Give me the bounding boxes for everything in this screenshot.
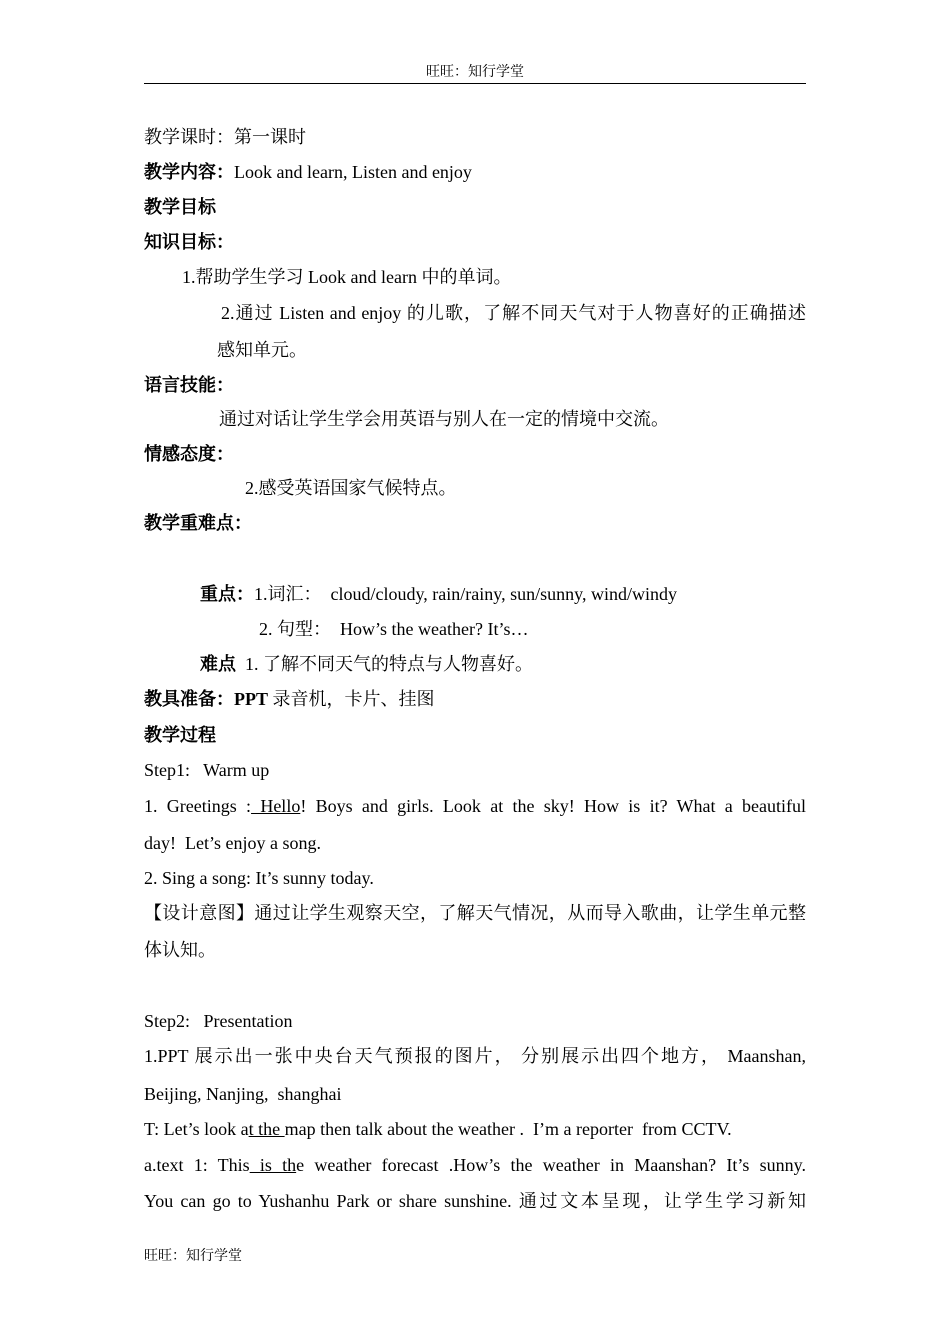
materials-ppt: PPT bbox=[234, 689, 268, 709]
zhongdian-1: 1.词汇： cloud/cloudy, rain/rainy, sun/sunny, wind/windy bbox=[254, 584, 677, 604]
materials-label: 教具准备： bbox=[144, 689, 234, 709]
hello-underlined: Hello bbox=[251, 796, 301, 816]
knowledge-item-2-cont: 感知单元。 bbox=[217, 340, 307, 360]
knowledge-label: 知识目标： bbox=[144, 232, 234, 252]
knowledge-item-2: 2.通过 Listen and enjoy 的儿歌，了解不同天气对于人物喜好的正确描述 bbox=[221, 303, 806, 323]
process-heading: 教学过程 bbox=[144, 725, 216, 745]
nandian-label: 难点 bbox=[200, 654, 236, 674]
step2-line-1: 1.PPT 展示出一张中央台天气预报的图片， 分别展示出四个地方， Maanshan, bbox=[144, 1046, 806, 1066]
content-line bbox=[144, 161, 472, 183]
step1-design-2: 体认知。 bbox=[144, 940, 216, 960]
skills-label: 语言技能： bbox=[144, 375, 234, 395]
zhongdian-label: 重点： bbox=[200, 584, 254, 604]
step2-line-2: Beijing, Nanjing, shanghai bbox=[144, 1084, 342, 1104]
step1-design-1: 【设计意图】通过让学生观察天空，了解天气情况，从而导入歌曲，让学生单元整 bbox=[144, 903, 806, 923]
knowledge-item-1: 1.帮助学生学习 Look and learn 中的单词。 bbox=[182, 267, 512, 287]
step2-title: Step2: Presentation bbox=[144, 1011, 293, 1031]
key-point-line-2: 2. 句型： How’s the weather? It’s… bbox=[259, 619, 529, 639]
step2-line-4: a.text 1: This is the weather forecast .How’s the weather in Maanshan? It’s sunny. bbox=[144, 1155, 806, 1175]
step2-line-3: T: Let’s look at the map then talk about the weather . I’m a reporter from CCTV. bbox=[144, 1119, 732, 1139]
content-value: Look and learn, Listen and enjoy bbox=[234, 162, 472, 182]
difficulty-line bbox=[200, 653, 533, 675]
page-footer: 旺旺：知行学堂 bbox=[144, 1249, 242, 1264]
step1-line-3: 2. Sing a song: It’s sunny today. bbox=[144, 868, 374, 888]
attitude-label: 情感态度： bbox=[144, 444, 234, 464]
the-underlined: t the bbox=[248, 1119, 285, 1139]
key-points-label: 教学重难点： bbox=[144, 513, 252, 533]
key-point-line-1 bbox=[200, 583, 677, 605]
goals-heading: 教学目标 bbox=[144, 197, 216, 217]
step1-line-1: 1. Greetings : Hello! Boys and girls. Look at the sky! How is it? What a beautiful bbox=[144, 796, 807, 816]
step1-title: Step1: Warm up bbox=[144, 760, 270, 780]
lesson-time-label: 教学课时： bbox=[144, 127, 234, 147]
materials-line bbox=[144, 688, 435, 710]
attitude-text: 2.感受英语国家气候特点。 bbox=[245, 478, 457, 498]
materials-rest: 录音机，卡片、挂图 bbox=[268, 689, 435, 709]
page-header: 旺旺：知行学堂 bbox=[144, 64, 806, 84]
content-label: 教学内容： bbox=[144, 162, 234, 182]
step1-line-2: day! Let’s enjoy a song. bbox=[144, 833, 321, 853]
lesson-time-value: 第一课时 bbox=[234, 127, 306, 147]
is-the-underlined: is th bbox=[249, 1155, 297, 1175]
step2-line-5: You can go to Yushanhu Park or share sunshine. 通过文本呈现，让学生学习新知 bbox=[144, 1191, 806, 1211]
lesson-time-line bbox=[144, 126, 306, 148]
nandian-1: 1. 了解不同天气的特点与人物喜好。 bbox=[245, 654, 533, 674]
skills-text: 通过对话让学生学会用英语与别人在一定的情境中交流。 bbox=[219, 409, 669, 429]
